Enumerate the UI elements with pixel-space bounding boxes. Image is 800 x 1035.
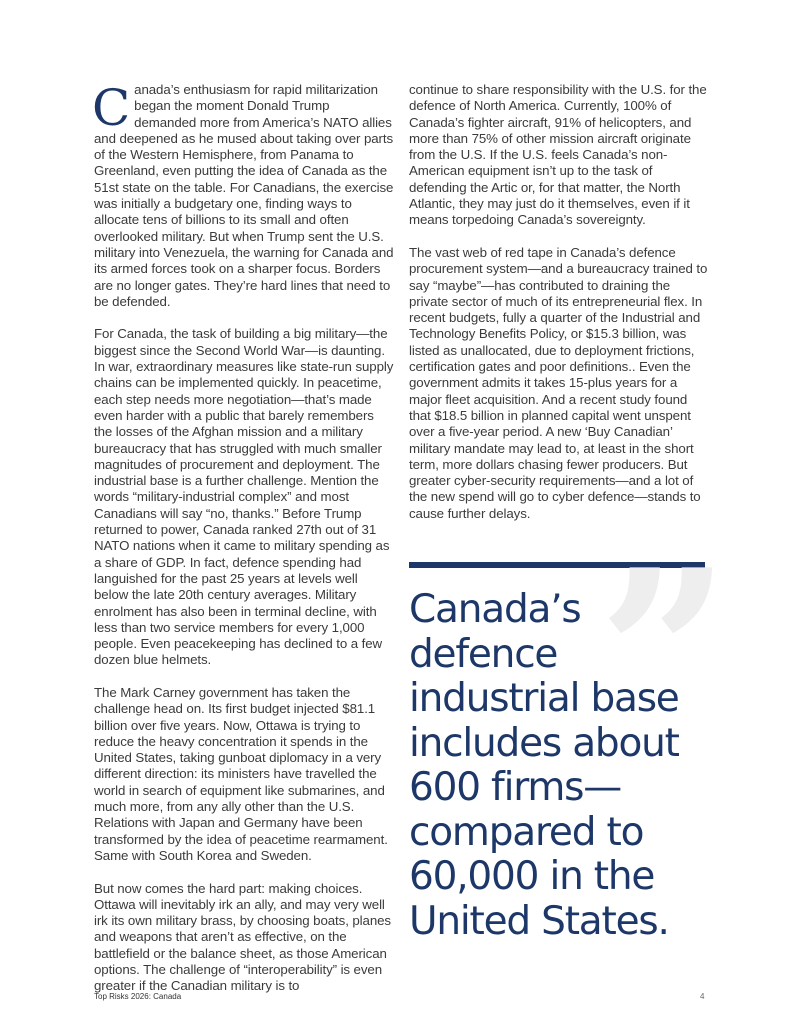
pullquote: Canada’s defence industrial base includes about 600 firms—compared to 60,000 in the United States. <box>409 587 679 944</box>
article-paragraph <box>92 79 394 310</box>
article-column-left <box>92 79 394 1011</box>
quote-mark-icon: ” <box>598 520 731 790</box>
article-paragraph: But now comes the hard part: making choices. Ottawa will inevitably irk an ally, and may very well irk its own military brass, by choosing boats, planes and weapons that aren’t as effective, on the battlefield or the balance sheet, as those American options. The challenge of “interoperability” is even greater if the Canadian military is to <box>94 880 391 994</box>
article-paragraph: The vast web of red tape in Canada’s defence procurement system—and a bureaucracy trained to say “maybe”—has contributed to draining the private sector of much of its entrepreneurial flex. In recent budgets, fully a quarter of the Industrial and Technology Benefits Policy, or $15.3 billion, was listed as unallocated, due to deployment frictions, certification gates and poor definitions.. Even the government admits it takes 15-plus years for a major fleet acquisition. And a recent study found that $18.5 billion in planned capital went unspent over a five-year period. A new ‘Buy Canadian’ military mandate may lead to, at least in the short term, more dollars chasing fewer producers. But greater cyber-security requirements—and a lot of the new spend will go to cyber defence—stands to cause further delays. <box>409 244 708 521</box>
footer-title: Top Risks 2026: Canada <box>94 992 182 1001</box>
article-column-right <box>409 82 709 538</box>
paragraph-text: anada’s enthusiasm for rapid militarization began the moment Donald Trump demanded more from America’s NATO allies and deepened as he mused about taking over parts of the Western Hemisphere, from Panama to Greenland, even putting the idea of Canada as the 51st state on the table. For Canadians, the exercise was initially a budgetary one, finding ways to allocate tens of billions to its small and often overlooked military. But when Trump sent the U.S. military into Venezuela, the warning for Canada and its armed forces took on a sharper focus. Borders are no longer gates. They’re hard lines that need to be defended. <box>94 82 394 309</box>
page-number: 4 <box>700 992 705 1001</box>
drop-cap: C <box>92 79 131 137</box>
article-paragraph: For Canada, the task of building a big military—the biggest since the Second World War—is daunting. In war, extraordinary measures like state-run supply chains can be implemented quickly. In peacetime, each step needs more negotiation—that’s made even harder with a public that barely remembers the losses of the Afghan mission and a military bureaucracy that has struggled with much smaller magnitudes of procurement and deployment. The industrial base is a further challenge. Mention the words “military-industrial complex” and most Canadians will say “no, thanks.” Before Trump returned to power, Canada ranked 27th out of 31 NATO nations when it came to military spending as a share of GDP. In fact, defence spending had languished for the past 25 years at levels well below the late 20th century averages. Military enrolment has also been in terminal decline, with less than two service members for every 1,000 people. Even peacekeeping has declined to a few dozen blue helmets. <box>94 326 394 668</box>
article-paragraph: continue to share responsibility with the U.S. for the defence of North America. Currently, 100% of Canada’s fighter aircraft, 91% of helicopters, and more than 75% of other mission aircraft originate from the U.S. If the U.S. feels Canada’s non-American equipment isn’t up to the task of defending the Artic or, for that matter, the North Atlantic, they may just do it themselves, even if it means torpedoing Canada’s sovereignty. <box>409 82 707 228</box>
article-paragraph: The Mark Carney government has taken the challenge head on. Its first budget injected $81.1 billion over five years. Now, Ottawa is trying to reduce the heavy concentration it spends in the United States, taking gunboat diplomacy in a very different direction: its ministers have travelled the world in search of equipment like submarines, and much more, from any ally other than the U.S. Relations with Japan and Germany have been transformed by the idea of peacetime rearmament. Same with South Korea and Sweden. <box>94 684 388 863</box>
